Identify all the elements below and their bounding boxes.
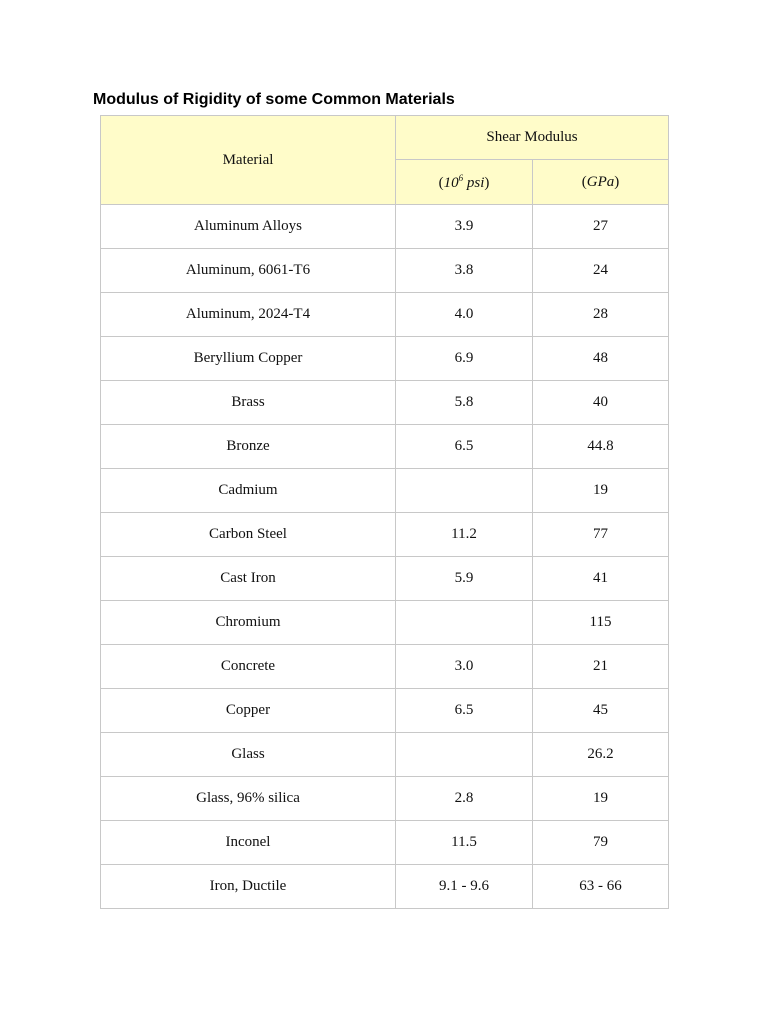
header-material: Material <box>101 116 396 205</box>
header-shear-modulus: Shear Modulus <box>396 116 669 160</box>
table-row <box>101 337 669 381</box>
cell-psi: 6.5 <box>396 425 533 469</box>
cell-gpa: 26.2 <box>533 733 669 777</box>
cell-gpa: 24 <box>533 249 669 293</box>
cell-gpa: 19 <box>533 777 669 821</box>
table-row <box>101 513 669 557</box>
cell-psi: 3.0 <box>396 645 533 689</box>
cell-gpa: 79 <box>533 821 669 865</box>
cell-material: Copper <box>101 689 396 733</box>
cell-material: Glass <box>101 733 396 777</box>
cell-psi <box>396 601 533 645</box>
cell-gpa: 27 <box>533 205 669 249</box>
cell-material: Cadmium <box>101 469 396 513</box>
table-row <box>101 205 669 249</box>
table-row <box>101 601 669 645</box>
table-row <box>101 821 669 865</box>
cell-material: Aluminum, 6061-T6 <box>101 249 396 293</box>
cell-material: Chromium <box>101 601 396 645</box>
table-body <box>101 205 669 909</box>
table-row <box>101 469 669 513</box>
cell-material: Glass, 96% silica <box>101 777 396 821</box>
cell-psi <box>396 469 533 513</box>
cell-gpa: 40 <box>533 381 669 425</box>
cell-material: Inconel <box>101 821 396 865</box>
cell-gpa: 28 <box>533 293 669 337</box>
table-row <box>101 293 669 337</box>
table-row <box>101 381 669 425</box>
cell-psi: 11.2 <box>396 513 533 557</box>
cell-material: Beryllium Copper <box>101 337 396 381</box>
cell-gpa: 77 <box>533 513 669 557</box>
table-row <box>101 425 669 469</box>
cell-psi: 6.9 <box>396 337 533 381</box>
cell-psi: 9.1 - 9.6 <box>396 865 533 909</box>
cell-psi: 3.8 <box>396 249 533 293</box>
cell-material: Iron, Ductile <box>101 865 396 909</box>
header-row <box>101 116 669 160</box>
cell-gpa: 19 <box>533 469 669 513</box>
cell-material: Brass <box>101 381 396 425</box>
cell-psi: 6.5 <box>396 689 533 733</box>
cell-gpa: 48 <box>533 337 669 381</box>
cell-gpa: 45 <box>533 689 669 733</box>
cell-material: Cast Iron <box>101 557 396 601</box>
cell-psi: 4.0 <box>396 293 533 337</box>
table-row <box>101 249 669 293</box>
table-row <box>101 777 669 821</box>
table-row <box>101 689 669 733</box>
table-row <box>101 733 669 777</box>
cell-gpa: 44.8 <box>533 425 669 469</box>
cell-psi: 11.5 <box>396 821 533 865</box>
header-unit-gpa: (GPa) <box>533 160 669 205</box>
table-header <box>101 116 669 205</box>
cell-material: Carbon Steel <box>101 513 396 557</box>
cell-material: Concrete <box>101 645 396 689</box>
cell-psi: 5.8 <box>396 381 533 425</box>
cell-material: Bronze <box>101 425 396 469</box>
cell-psi <box>396 733 533 777</box>
cell-psi: 2.8 <box>396 777 533 821</box>
cell-gpa: 115 <box>533 601 669 645</box>
cell-gpa: 41 <box>533 557 669 601</box>
header-unit-psi: ($10^6$ psi) <box>396 160 533 205</box>
page-title: Modulus of Rigidity of some Common Materials <box>93 91 455 108</box>
cell-material: Aluminum Alloys <box>101 205 396 249</box>
cell-psi: 5.9 <box>396 557 533 601</box>
cell-gpa: 63 - 66 <box>533 865 669 909</box>
table-row <box>101 865 669 909</box>
table-row <box>101 645 669 689</box>
cell-material: Aluminum, 2024-T4 <box>101 293 396 337</box>
cell-psi: 3.9 <box>396 205 533 249</box>
table-row <box>101 557 669 601</box>
shear-modulus-table <box>100 115 669 909</box>
cell-gpa: 21 <box>533 645 669 689</box>
